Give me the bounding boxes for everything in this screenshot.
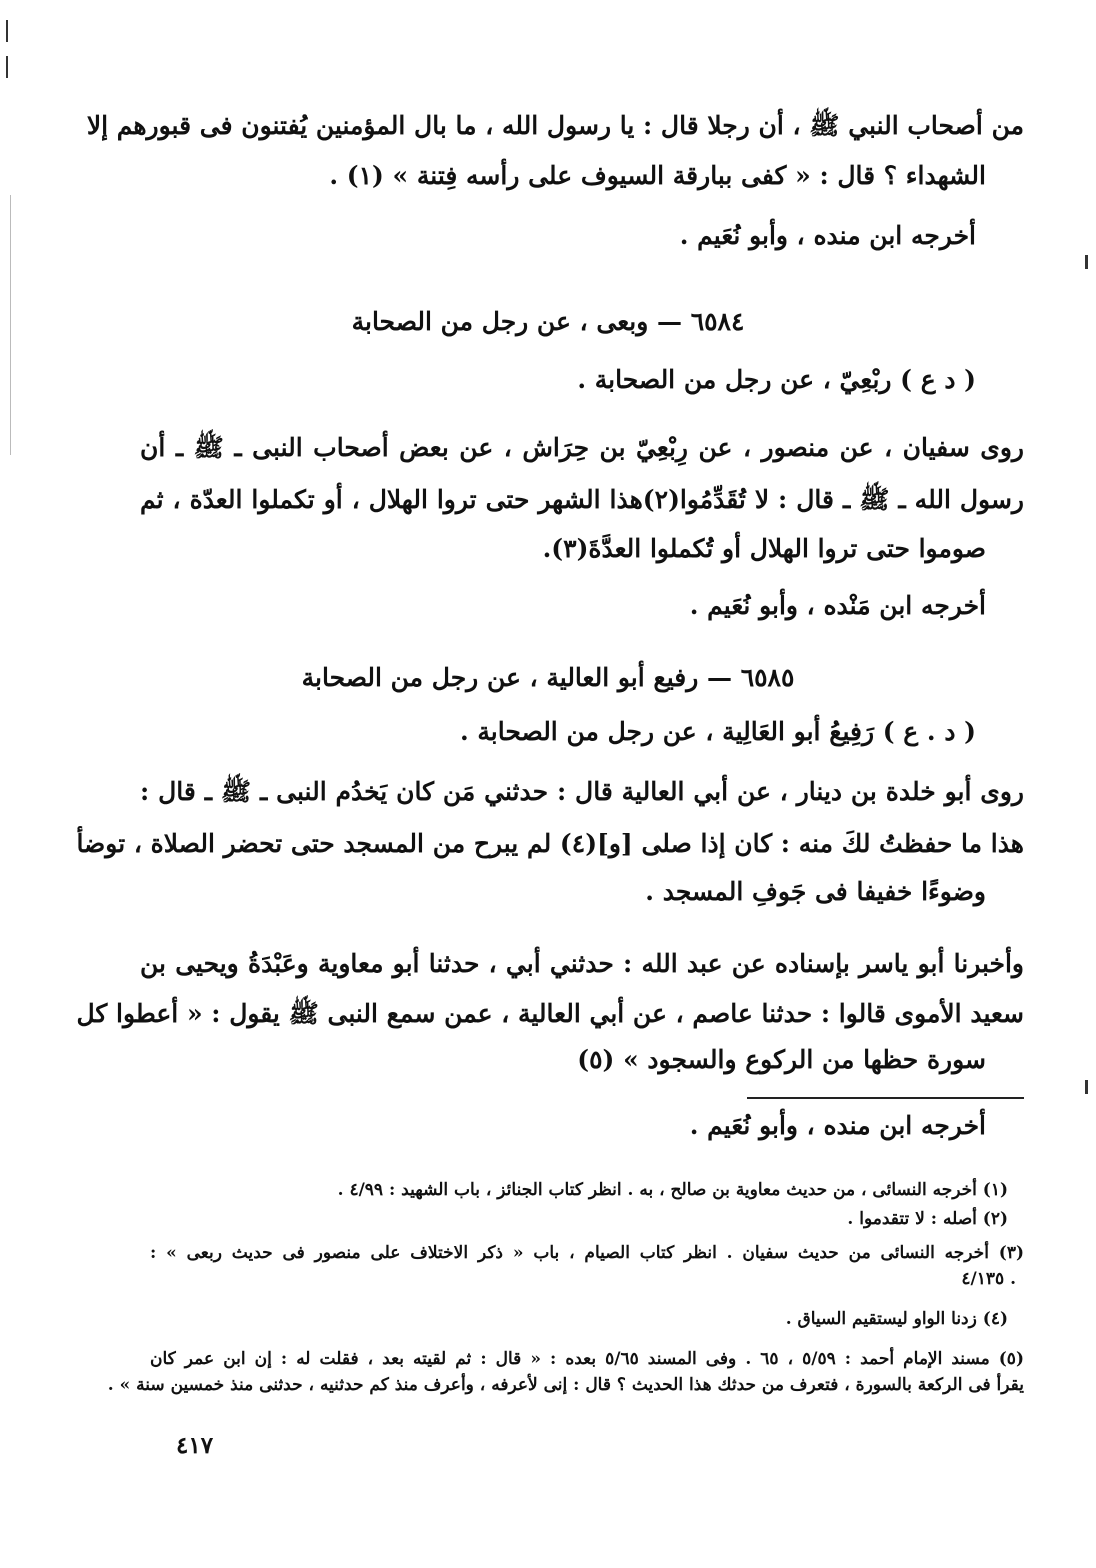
footnote: (٢) أصله : لا تتقدموا . xyxy=(847,1209,1008,1229)
footnote: يقرأ فى الركعة بالسورة ، فتعرف من حدثك هذا الحديث ؟ قال : إنى لأعرفه ، وأعرف منذ كم حدثنيه ، حدثنى منذ خمسين سنة » . xyxy=(107,1375,1024,1395)
scan-mark xyxy=(1085,255,1088,269)
source-line: أخرجه ابن منده ، وأبو نُعَيم . xyxy=(689,1111,986,1140)
scan-mark xyxy=(6,56,8,78)
body-line: رسول الله ـ ﷺ ـ قال : لا تُقَدِّمُوا(٢)هذا الشهر حتى تروا الهلال ، أو تكملوا العدّة ، ثم xyxy=(140,485,1024,514)
body-line: وضوءًا خفيفا فى جَوفِ المسجد . xyxy=(645,877,986,906)
body-line: سورة حظها من الركوع والسجود » (٥) xyxy=(577,1045,986,1074)
scan-mark xyxy=(6,20,8,42)
body-line: من أصحاب النبي ﷺ ، أن رجلا قال : يا رسول الله ، ما بال المؤمنين يُفتنون فى قبورهم إلا xyxy=(86,111,1024,140)
entry-heading: ٦٥٨٤ — وبعى ، عن رجل من الصحابة xyxy=(351,307,745,336)
body-line: وأخبرنا أبو ياسر بإسناده عن عبد الله : حدثني أبي ، حدثنا أبو معاوية وعَبْدَةُ ويحيى بن xyxy=(140,949,1024,978)
entry-reference: ( د ع ) ربْعِيّ ، عن رجل من الصحابة . xyxy=(577,365,976,394)
scan-mark xyxy=(1085,1080,1088,1094)
footnote: (٥) مسند الإمام أحمد : ٥/٥٩ ، ٦٥ . وفى المسند ٥/٦٥ بعده : « قال : ثم لقيته بعد ، فقلت له : إن ابن عمر كان xyxy=(150,1349,1024,1369)
source-line: أخرجه ابن مَنْده ، وأبو نُعَيم . xyxy=(689,591,986,620)
footnote: ٤/١٣٥ . xyxy=(961,1269,1016,1289)
body-line: روى أبو خلدة بن دينار ، عن أبي العالية قال : حدثني مَن كان يَخدُم النبى ـ ﷺ ـ قال : xyxy=(140,777,1024,806)
body-line: روى سفيان ، عن منصور ، عن رِبْعِيّ بن حِرَاش ، عن بعض أصحاب النبى ـ ﷺ ـ أن xyxy=(140,433,1024,462)
entry-heading: ٦٥٨٥ — رفيع أبو العالية ، عن رجل من الصحابة xyxy=(301,663,795,692)
footnote: (٣) أخرجه النسائى من حديث سفيان . انظر كتاب الصيام ، باب « ذكر الاختلاف على منصور فى حديث ربعى » : xyxy=(150,1243,1024,1263)
body-line: سعيد الأموى قالوا : حدثنا عاصم ، عن أبي العالية ، عمن سمع النبى ﷺ يقول : « أعطوا كل xyxy=(76,999,1024,1028)
footnote: (٤) زدنا الواو ليستقيم السياق . xyxy=(785,1309,1008,1329)
body-line: الشهداء ؟ قال : « كفى ببارقة السيوف على رأسه فِتنة » (١) . xyxy=(329,161,986,190)
entry-reference: ( د . ع ) رَفِيعُ أبو العَالِية ، عن رجل من الصحابة . xyxy=(459,717,976,746)
body-line: صوموا حتى تروا الهلال أو تُكملوا العدَّةَ(٣). xyxy=(542,534,986,563)
footnote-divider xyxy=(747,1097,1024,1099)
page-number: ٤١٧ xyxy=(176,1432,214,1459)
body-line: هذا ما حفظتُ لكَ منه : كان إذا صلى [و](٤) لم يبرح من المسجد حتى تحضر الصلاة ، توضأ xyxy=(76,829,1024,858)
footnote: (١) أخرجه النسائى ، من حديث معاوية بن صالح ، به . انظر كتاب الجنائز ، باب الشهيد : ٤/٩٩ . xyxy=(337,1180,1008,1200)
source-line: أخرجه ابن منده ، وأبو نُعَيم . xyxy=(679,221,976,250)
